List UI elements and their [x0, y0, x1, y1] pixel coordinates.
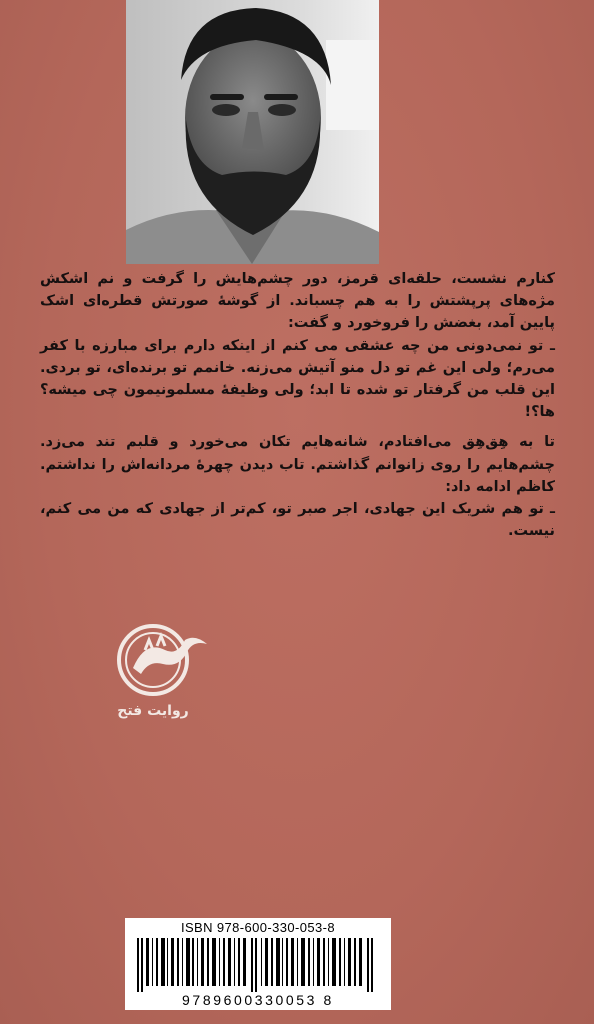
- author-photo: [126, 0, 379, 264]
- publisher-name: روایت فتح: [117, 703, 189, 719]
- back-cover-text: [40, 268, 555, 542]
- barcode-digits: 9789600330053 8: [182, 992, 334, 1008]
- paragraph: تا به هِق‌هِق می‌افتادم، شانه‌هایم تکان می‌خورد و قلبم تند می‌زد. چشم‌هایم را روی زانوانم گذاشتم. تاب دیدن چهرهٔ مردانه‌اش را نداشتم. کاظم ادامه داد:: [40, 434, 555, 495]
- paragraph: ـ تو نمی‌دونی من چه عشقی می کنم از اینکه دارم برای مبارزه با کفر می‌رم؛ ولی این غم تو دل منو آتیش می‌زنه. خانمم تو برنده‌ای، تو بردی. این قلب من گرفتار تو شده تا ابد؛ ولی وظیفهٔ مسلمونیمون چی میشه؟ ها؟!: [40, 337, 555, 421]
- paragraph: ـ تو هم شریک این جهادی، اجر صبر تو، کم‌تر از جهادی که من می کنم، نیست.: [40, 501, 555, 540]
- isbn-label: ISBN 978-600-330-053-8: [180, 920, 336, 935]
- barcode-bars: [131, 938, 385, 992]
- barcode: [125, 918, 391, 1010]
- paragraph: کنارم نشست، حلقه‌ای قرمز، دور چشم‌هایش را گرفت و نم اشکش مژه‌های پرپشتش را به هم چسباند. از گوشهٔ صورتش قطره‌ای اشک پایین آمد، بغضش را فروخورد و گفت:: [40, 271, 555, 332]
- publisher-logo: [105, 610, 215, 725]
